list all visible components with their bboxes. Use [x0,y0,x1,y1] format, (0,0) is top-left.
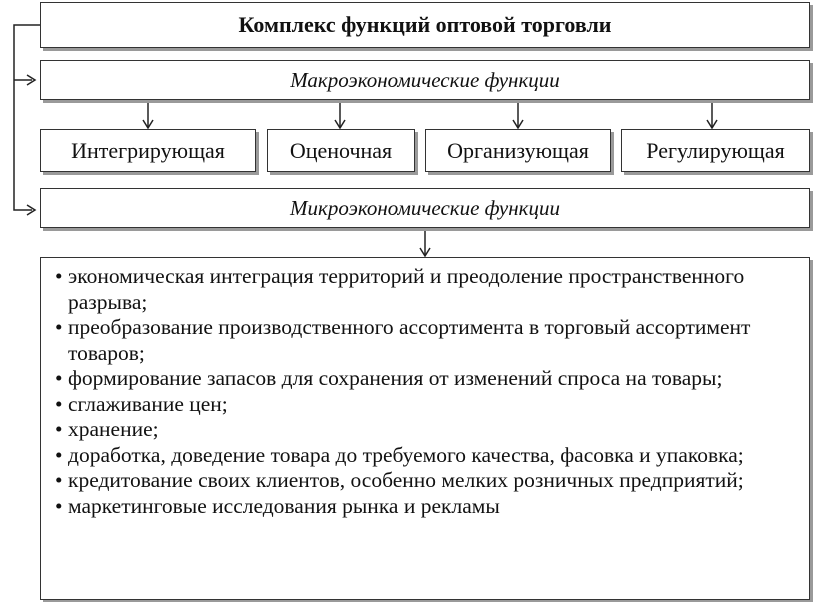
macro-functions-box [40,60,810,100]
list-item: • кредитование своих клиентов, особенно мелких розничных предприятий; [55,468,799,494]
function-regulating-label: Регулирующая [646,137,785,163]
function-organizing-label: Организующая [447,137,589,163]
diagram-title-box [40,2,810,48]
function-organizing-box [425,129,611,172]
diagram-title: Комплекс функций оптовой торговли [238,12,612,37]
left-bracket-line [14,25,40,210]
macro-functions-label: Макроэкономические функции [290,67,560,92]
micro-functions-list-box [40,257,810,600]
micro-functions-list [55,264,799,519]
function-evaluating-label: Оценочная [289,137,393,163]
micro-functions-box [40,188,810,228]
list-item: • сглаживание цен; [55,392,799,418]
function-integrating-label: Интегрирующая [71,137,225,163]
list-item: • формирование запасов для сохранения от изменений спроса на товары; [55,366,799,392]
function-regulating-box [621,129,810,172]
list-item: • преобразование производственного ассортимента в торговый ассортимент товаров; [55,315,799,366]
function-evaluating-box [267,129,415,172]
micro-functions-label: Микроэкономические функции [290,195,560,220]
list-item: • маркетинговые исследования рынка и рекламы [55,494,799,520]
list-item: • хранение; [55,417,799,443]
list-item: • доработка, доведение товара до требуемого качества, фасовка и упаковка; [55,443,799,469]
list-item: • экономическая интеграция территорий и преодоление пространственного разрыва; [55,264,799,315]
function-integrating-box [40,129,256,172]
